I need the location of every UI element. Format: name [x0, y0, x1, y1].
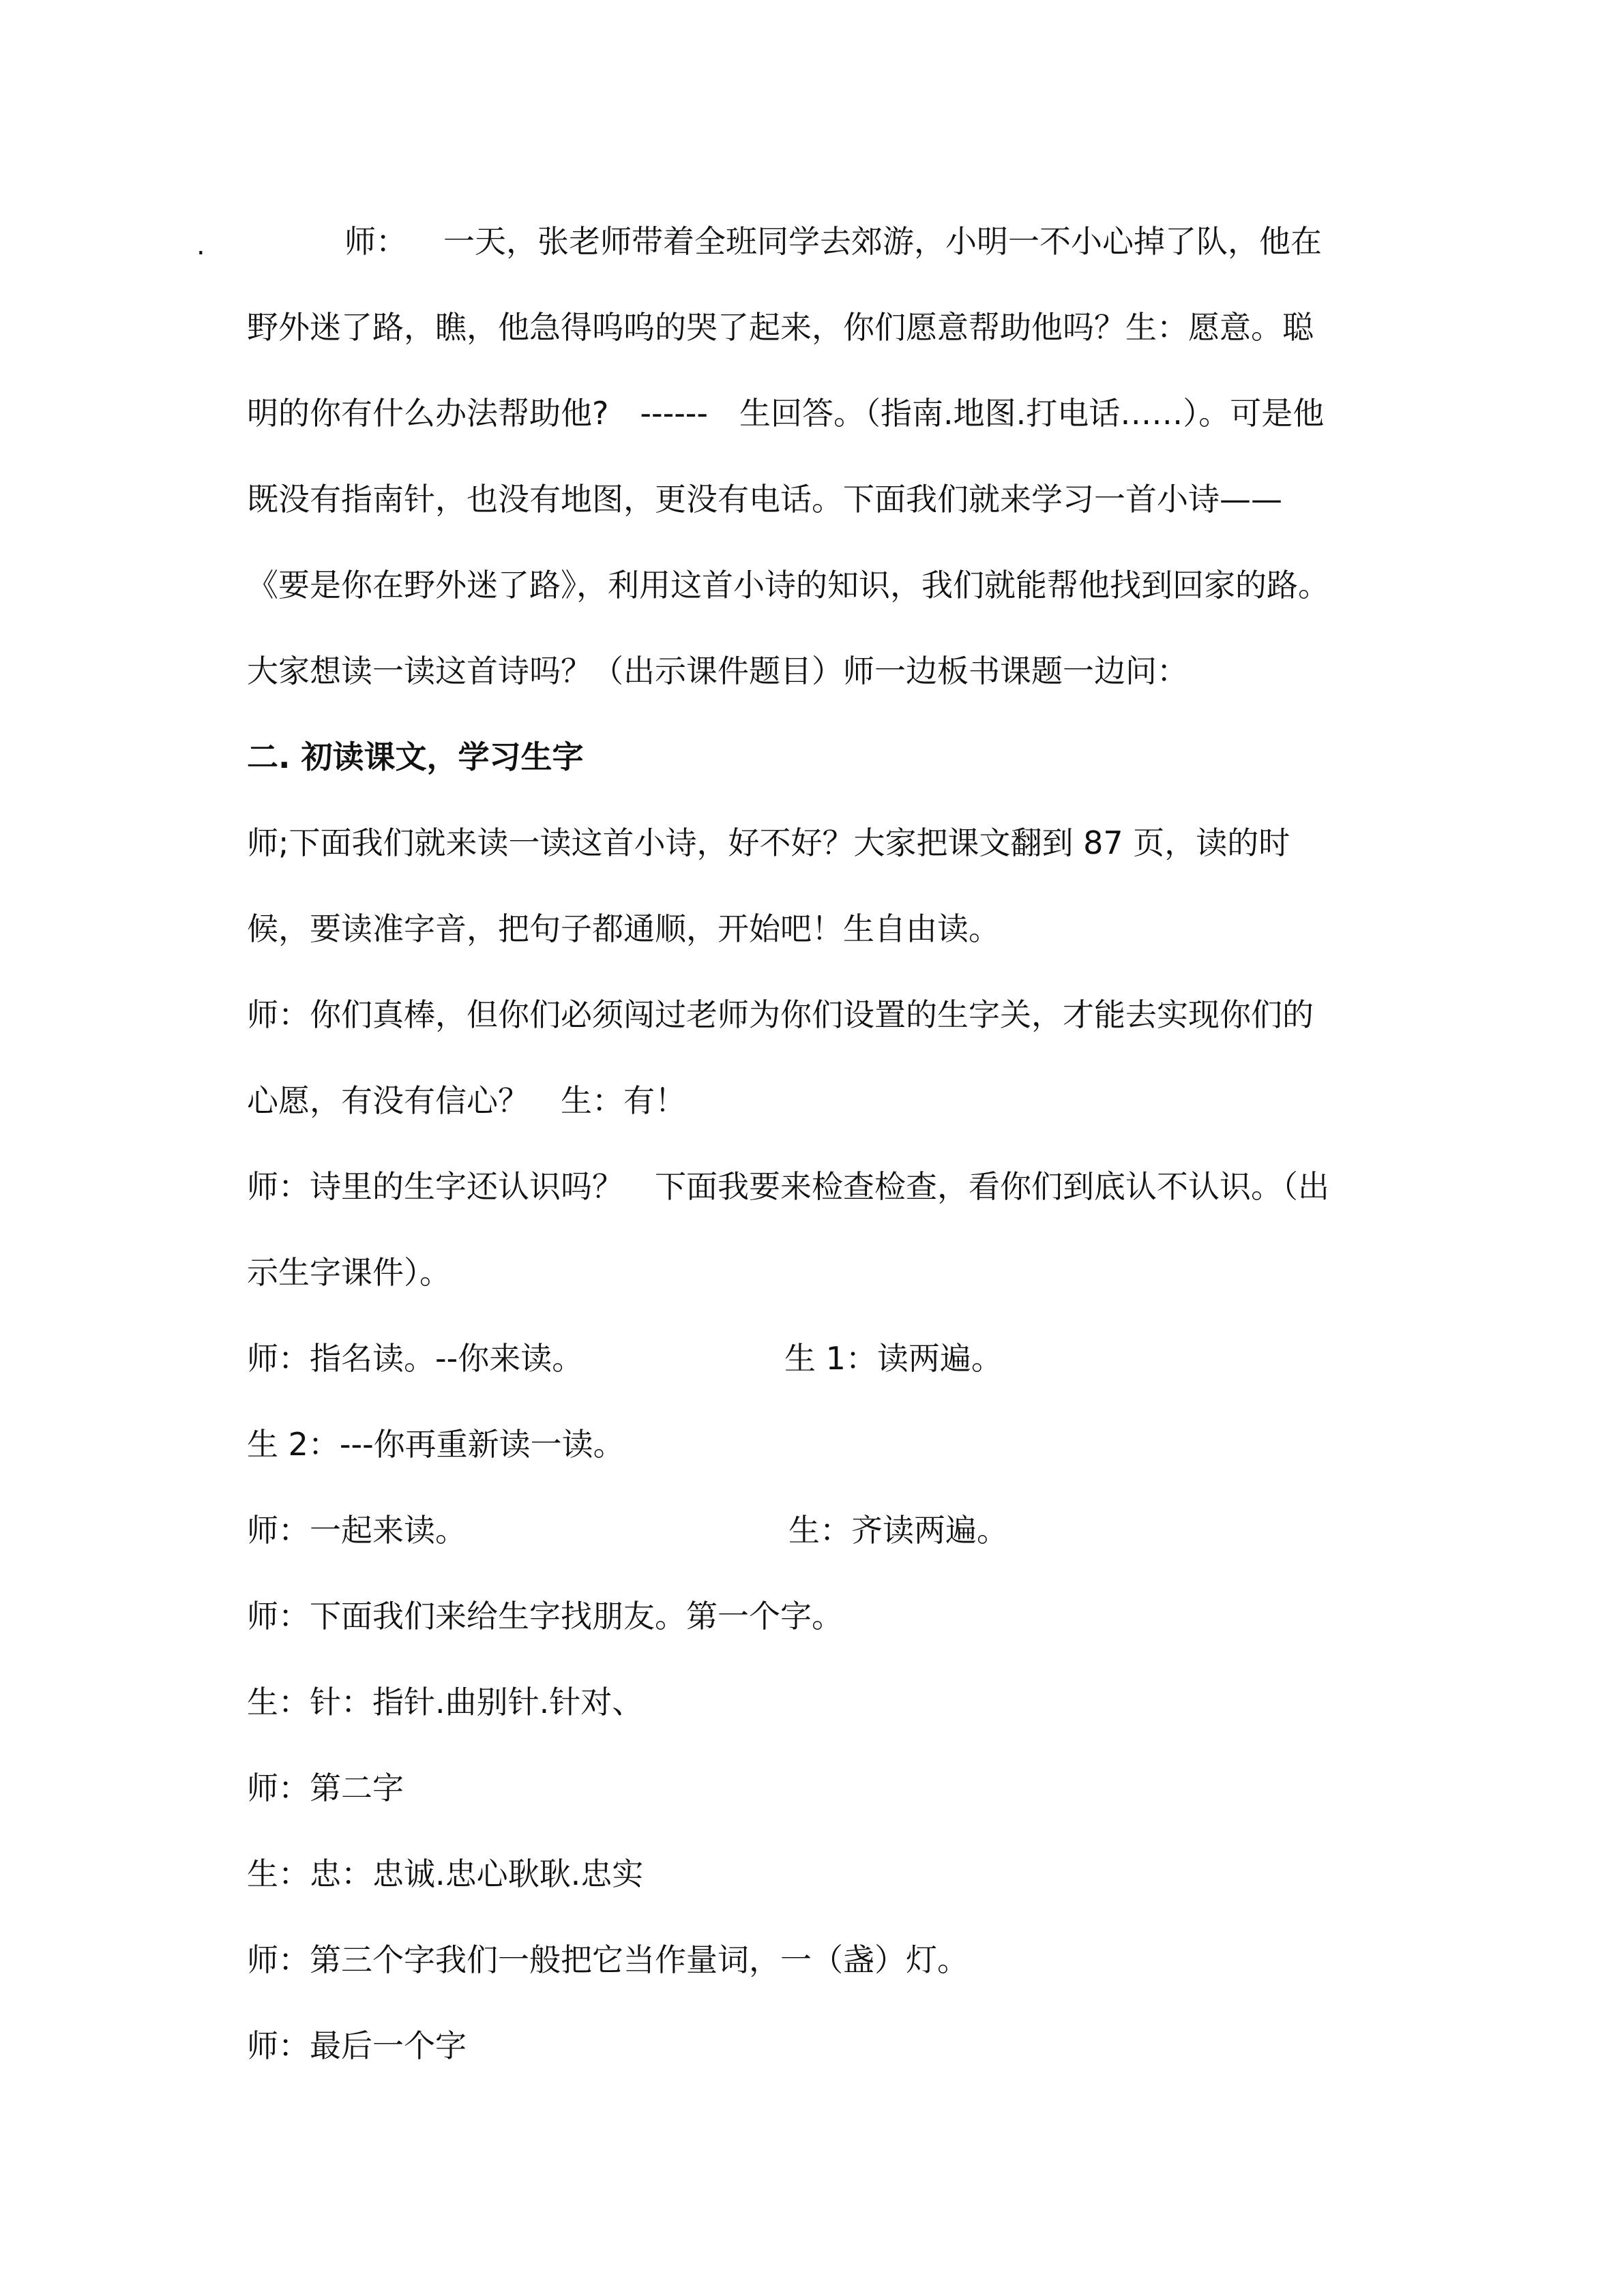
paragraph-4-line: 师：诗里的生字还认识吗？ 下面我要来检查检查，看你们到底认不认识。（出 — [247, 1168, 1329, 1205]
first-line-text: 一天，张老师带着全班同学去郊游，小明一不小心掉了队，他在 — [443, 223, 1322, 260]
tail-line: 生：忠：忠诚.忠心耿耿.忠实 — [247, 1855, 644, 1892]
paragraph-1-line: 大家想读一读这首诗吗？（出示课件题目）师一边板书课题一边问： — [247, 653, 1188, 689]
tail-line: 师：最后一个字 — [247, 2027, 467, 2064]
dialog-right: 生：齐读两遍。 — [788, 1512, 1008, 1549]
paragraph-4-line: 示生字课件）。 — [247, 1254, 451, 1291]
tail-line: 师：下面我们来给生字找朋友。第一个字。 — [247, 1598, 843, 1635]
paragraph-3-line: 师：你们真棒，但你们必须闯过老师为你们设置的生字关，才能去实现你们的 — [247, 996, 1314, 1033]
speaker-label: 师： — [344, 223, 407, 260]
paragraph-1-line: 明的你有什么办法帮助他? ------ 生回答。（指南.地图.打电话……）。可是他 — [247, 395, 1325, 432]
dialog-left: 师：一起来读。 — [247, 1512, 467, 1549]
tail-line: 师：第三个字我们一般把它当作量词，一（盏）灯。 — [247, 1941, 969, 1978]
paragraph-1-line: 野外迷了路，瞧，他急得呜呜的哭了起来，你们愿意帮助他吗？生：愿意。聪 — [247, 309, 1314, 346]
dialog-left: 师：指名读。--你来读。 — [247, 1340, 584, 1377]
paragraph-3-line: 心愿，有没有信心？ 生：有！ — [247, 1082, 686, 1119]
paragraph-2-line: 师;下面我们就来读一读这首小诗，好不好？大家把课文翻到 87 页，读的时 — [247, 824, 1290, 861]
paragraph-1-line: 《要是你在野外迷了路》，利用这首小诗的知识，我们就能帮他找到回家的路。 — [247, 567, 1329, 603]
tail-line: 生：针：指针.曲别针.针对、 — [247, 1684, 644, 1720]
section-heading: 二. 初读课文，学习生字 — [247, 739, 584, 775]
line-marker: . — [196, 230, 205, 261]
paragraph-1-line: 既没有指南针，也没有地图，更没有电话。下面我们就来学习一首小诗—— — [247, 481, 1282, 518]
dialog-left: 生 2：---你再重新读一读。 — [247, 1426, 625, 1463]
tail-line: 师：第二字 — [247, 1770, 404, 1806]
paragraph-2-line: 候，要读准字音，把句子都通顺，开始吧！生自由读。 — [247, 910, 1000, 947]
dialog-right: 生 1：读两遍。 — [784, 1340, 1003, 1377]
